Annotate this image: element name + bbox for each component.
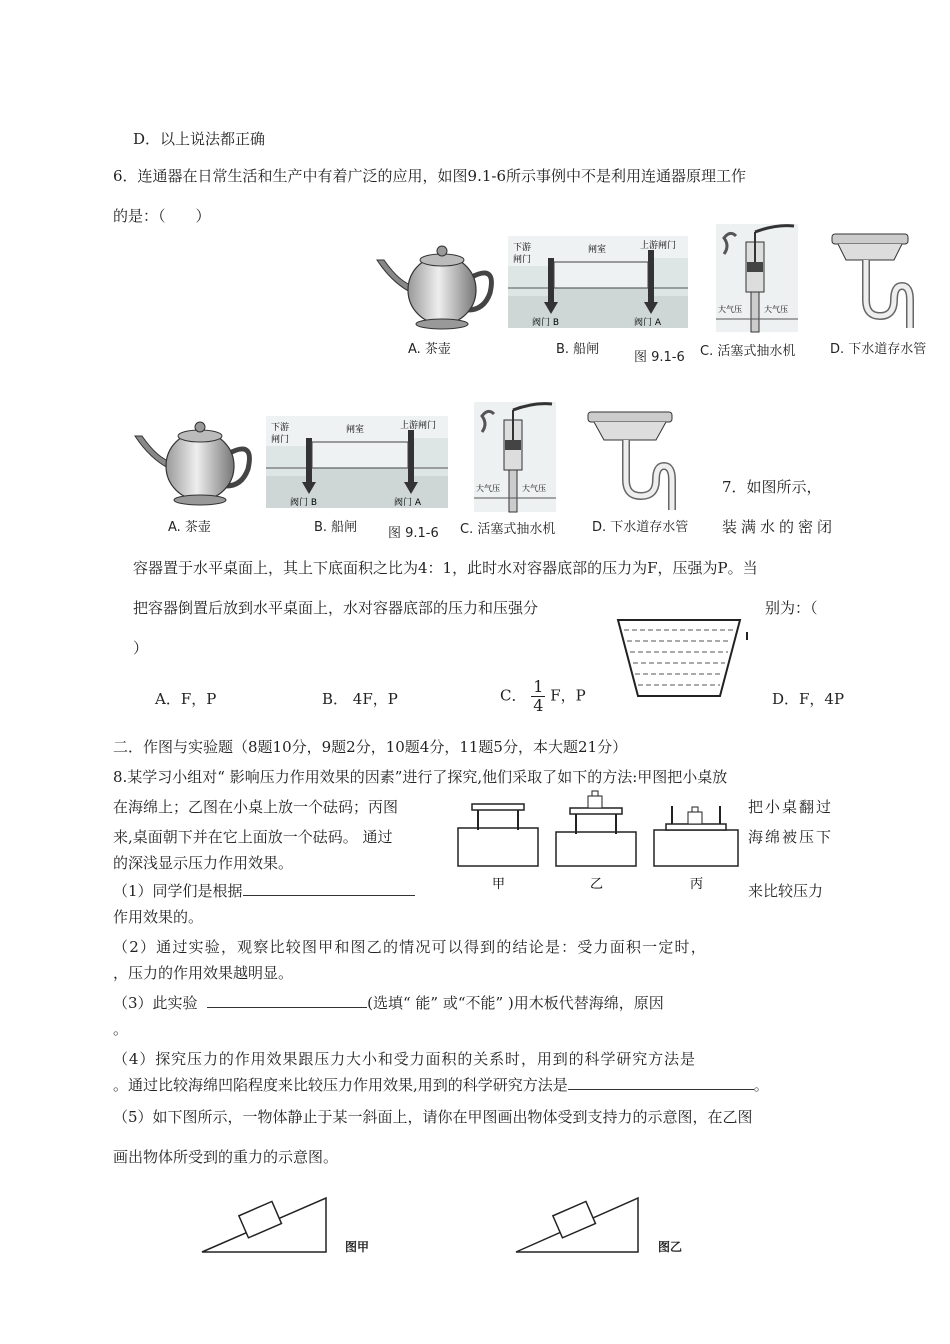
q7-option-a: A．F，P bbox=[155, 690, 217, 708]
pump-pressure-right-2: 大气压 bbox=[522, 484, 546, 493]
q8-p1-c: 作用效果的。 bbox=[113, 908, 204, 926]
q8-p2-a: （2）通过实验，观察比较图甲和图乙的情况可以得到的结论是：受力面积一定时， bbox=[113, 938, 707, 956]
incline-label-jia: 图甲 bbox=[345, 1240, 370, 1254]
container-figure bbox=[616, 618, 756, 700]
lock-valve-b-label-1: 阀门 B bbox=[532, 318, 560, 328]
q7-option-b: B． 4F，P bbox=[322, 690, 398, 708]
q8-line2-a: 在海绵上；乙图在小桌上放一个砝码；丙图 bbox=[113, 798, 399, 816]
q7-option-d: D．F，4P bbox=[772, 690, 845, 708]
lock-downstream-label-2: 下游 bbox=[271, 423, 290, 433]
q6-option-c-2: C. 活塞式抽水机 bbox=[460, 522, 556, 537]
q7-line3: ） bbox=[133, 639, 149, 657]
lock-upstream-label-2: 上游闸门 bbox=[400, 421, 437, 431]
lock-valve-a-label-1: 阀门 A bbox=[634, 318, 662, 328]
sponge-experiment-figure bbox=[456, 790, 746, 892]
q6-option-a-2: A. 茶壶 bbox=[168, 520, 211, 535]
q6-option-d-1: D. 下水道存水管 bbox=[830, 342, 927, 357]
q8-line1: 8.某学习小组对“ 影响压力作用效果的因素”进行了探究,他们采取了如下的方法:甲图把小桌放 bbox=[113, 768, 728, 786]
q6-option-c-1: C. 活塞式抽水机 bbox=[700, 344, 796, 359]
q8-p1-text: （1）同学们是根据 bbox=[113, 882, 243, 900]
q8-p1 bbox=[113, 880, 415, 901]
drain-trap-figure-1 bbox=[830, 230, 914, 330]
q8-p3-choice-text: (选填“ 能” 或“不能” )用木板代替海绵，原因 bbox=[367, 994, 664, 1012]
ship-lock-figure-2 bbox=[266, 416, 448, 508]
teapot-figure-1 bbox=[372, 238, 502, 333]
q7-option-c-suffix: F，P bbox=[550, 686, 586, 705]
fraction-denominator: 4 bbox=[533, 696, 544, 715]
q7-option-c-prefix: C． bbox=[500, 686, 527, 705]
q6-option-d-2: D. 下水道存水管 bbox=[592, 520, 689, 535]
q8-line3-a: 来,桌面朝下并在它上面放一个砝码。 通过 bbox=[113, 828, 393, 846]
lock-valve-a-label-2: 阀门 A bbox=[394, 498, 422, 508]
sponge-label-yi: 乙 bbox=[590, 877, 604, 892]
q8-p3-blank[interactable] bbox=[207, 993, 367, 1008]
q8-p3-text: （3）此实验 bbox=[113, 994, 198, 1012]
pump-pressure-left-1: 大气压 bbox=[718, 305, 742, 314]
q6-option-a-1: A. 茶壶 bbox=[408, 342, 451, 357]
lock-valve-b-label-2: 阀门 B bbox=[290, 498, 318, 508]
lock-upstream-label-1: 上游闸门 bbox=[640, 241, 677, 251]
q8-line2-b: 把小桌翻过 bbox=[748, 798, 834, 816]
sponge-label-bing: 丙 bbox=[690, 877, 704, 892]
q8-p3-c: 。 bbox=[113, 1020, 129, 1038]
q8-p4 bbox=[113, 1074, 769, 1095]
q7-line2-a: 把容器倒置后放到水平桌面上，水对容器底部的压力和压强分 bbox=[133, 599, 539, 617]
q6-stem-line2: 的是：（ ） bbox=[113, 207, 211, 225]
q8-p5-b: 画出物体所受到的重力的示意图。 bbox=[113, 1148, 339, 1166]
q8-p4-end: 。 bbox=[753, 1076, 769, 1094]
q6-option-b-2: B. 船闸 bbox=[314, 520, 358, 535]
q7-line2-b: 别为：（ bbox=[765, 599, 818, 617]
q6-fig-label-1: 图 9.1-6 bbox=[634, 350, 685, 365]
q7-intro-a: 7．如图所示， bbox=[722, 478, 822, 496]
q8-p2-b: ，压力的作用效果越明显。 bbox=[113, 964, 294, 982]
lock-downstream-gate-label-2: 闸门 bbox=[271, 435, 290, 445]
ship-lock-figure-1 bbox=[508, 236, 688, 328]
q5-option-d: D．以上说法都正确 bbox=[133, 130, 266, 148]
sponge-label-jia: 甲 bbox=[492, 877, 506, 892]
piston-pump-figure-2 bbox=[474, 402, 556, 512]
q8-p4-a: （4）探究压力的作用效果跟压力大小和受力面积的关系时，用到的科学研究方法是 bbox=[113, 1050, 696, 1068]
teapot-figure-2 bbox=[130, 414, 260, 509]
q7-option-c-fraction bbox=[531, 678, 545, 715]
drain-trap-figure-2 bbox=[586, 408, 682, 512]
q8-line4: 的深浅显示压力作用效果。 bbox=[113, 854, 294, 872]
piston-pump-figure-1 bbox=[716, 224, 798, 332]
q8-p5-a: （5）如下图所示，一物体静止于某一斜面上，请你在甲图画出物体受到支持力的示意图，在乙图 bbox=[113, 1108, 753, 1126]
q7-intro-b: 装满水的密闭 bbox=[722, 518, 837, 536]
lock-downstream-gate-label-1: 闸门 bbox=[513, 255, 532, 265]
pump-pressure-left-2: 大气压 bbox=[476, 484, 500, 493]
lock-chamber-label-2: 闸室 bbox=[346, 425, 365, 435]
q8-p1-blank[interactable] bbox=[243, 881, 415, 896]
q8-p1-b: 来比较压力 bbox=[748, 882, 824, 900]
pump-pressure-right-1: 大气压 bbox=[764, 305, 788, 314]
q8-p4-blank[interactable] bbox=[568, 1075, 754, 1090]
q7-line1: 容器置于水平桌面上，其上下底面积之比为4：1，此时水对容器底部的压力为F，压强为P。当 bbox=[133, 559, 758, 577]
q6-option-b-1: B. 船闸 bbox=[556, 342, 600, 357]
lock-downstream-label-1: 下游 bbox=[513, 243, 532, 253]
q8-p4-text: 。通过比较海绵凹陷程度来比较压力作用效果,用到的科学研究方法是 bbox=[113, 1076, 568, 1094]
q7-option-c bbox=[500, 678, 586, 715]
q6-stem-line1: 6．连通器在日常生活和生产中有着广泛的应用，如图9.1-6所示事例中不是利用连通器原理工作 bbox=[113, 167, 747, 185]
lock-chamber-label-1: 闸室 bbox=[588, 245, 607, 255]
section2-heading: 二．作图与实验题（8题10分，9题2分，10题4分，11题5分，本大题21分） bbox=[113, 738, 628, 756]
q6-fig-label-2: 图 9.1-6 bbox=[388, 526, 439, 541]
q8-line3-b: 海绵被压下 bbox=[748, 828, 834, 846]
fraction-numerator: 1 bbox=[533, 677, 544, 696]
q8-p3 bbox=[113, 992, 664, 1013]
incline-label-yi: 图乙 bbox=[658, 1240, 683, 1254]
